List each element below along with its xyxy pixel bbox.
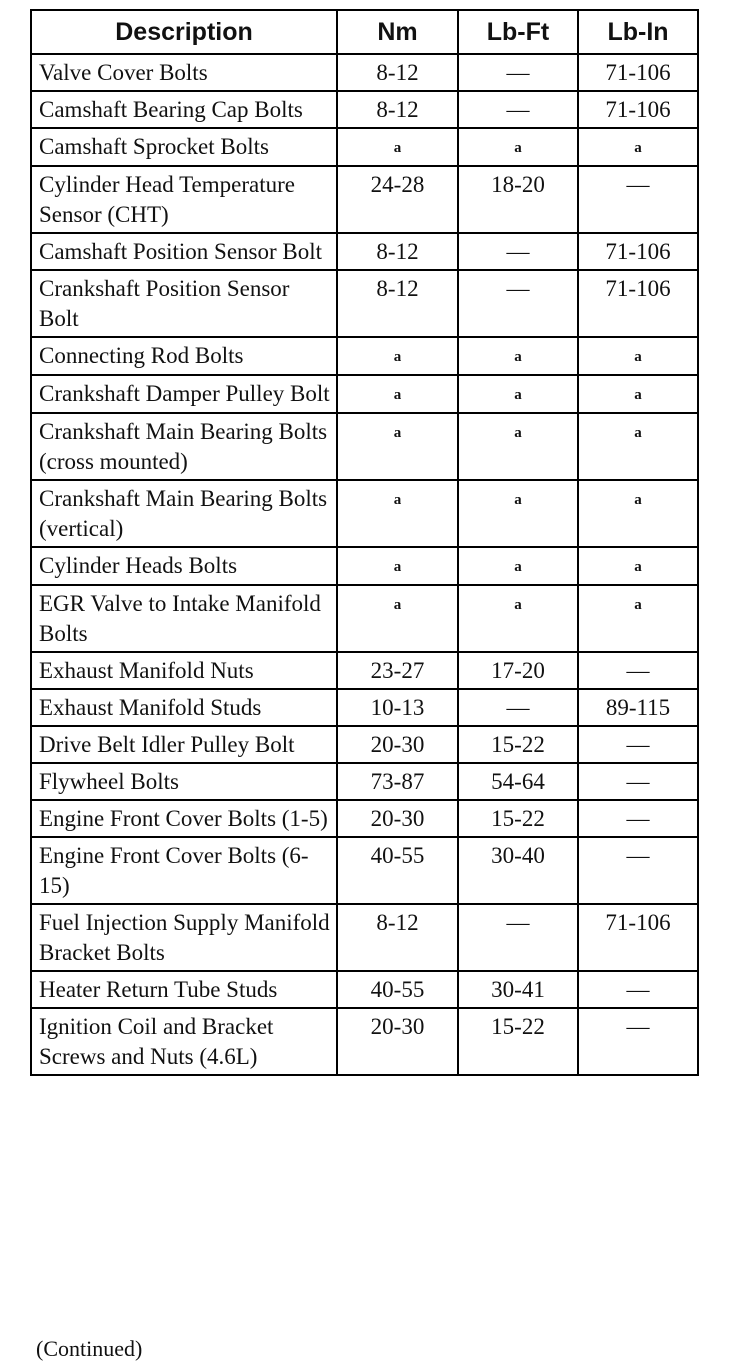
nm-cell-text: 23-27 <box>370 658 425 683</box>
lb-ft-cell-text: — <box>506 239 530 264</box>
lb-in-cell-text: — <box>626 172 650 197</box>
description-cell-text: Drive Belt Idler Pulley Bolt <box>39 732 295 757</box>
nm-cell-text: 20-30 <box>370 732 425 757</box>
description-cell <box>31 971 337 1008</box>
footnote-mark: a <box>393 425 402 441</box>
description-cell <box>31 800 337 837</box>
lb-in-cell-text: 71-106 <box>605 910 671 935</box>
lb-in-cell <box>578 547 698 585</box>
lb-ft-cell <box>458 166 578 233</box>
nm-cell <box>337 128 458 166</box>
nm-cell <box>337 689 458 726</box>
table-row <box>31 480 698 547</box>
table-row <box>31 763 698 800</box>
lb-in-cell <box>578 413 698 480</box>
nm-cell-text: 20-30 <box>370 806 425 831</box>
nm-cell-text: 40-55 <box>370 843 425 868</box>
nm-cell <box>337 1008 458 1075</box>
description-cell-text: Cylinder Head Temperature Sensor (CHT) <box>39 172 295 227</box>
lb-in-cell <box>578 233 698 270</box>
lb-ft-cell <box>458 337 578 375</box>
lb-in-cell <box>578 480 698 547</box>
description-cell-text: Fuel Injection Supply Manifold Bracket Bolts <box>39 910 330 965</box>
footnote-mark: a <box>514 349 522 365</box>
footnote-mark: a <box>634 559 642 575</box>
lb-in-cell <box>578 337 698 375</box>
description-cell <box>31 547 337 585</box>
table-row <box>31 91 698 128</box>
nm-cell <box>337 270 458 337</box>
description-cell <box>31 375 337 413</box>
nm-cell <box>337 800 458 837</box>
lb-in-cell-text: — <box>626 658 650 683</box>
table-row <box>31 689 698 726</box>
lb-ft-cell-text: 15-22 <box>491 1014 545 1039</box>
lb-in-cell <box>578 270 698 337</box>
table-row <box>31 800 698 837</box>
description-cell-text: Engine Front Cover Bolts (1-5) <box>39 806 328 831</box>
description-cell-text: Crankshaft Position Sensor Bolt <box>39 276 290 331</box>
torque-spec-table <box>30 9 699 1076</box>
nm-cell-text: 8-12 <box>376 60 419 85</box>
lb-ft-cell <box>458 270 578 337</box>
lb-in-cell <box>578 971 698 1008</box>
description-cell-text: Flywheel Bolts <box>39 769 179 794</box>
nm-cell-text: 8-12 <box>376 97 419 122</box>
description-cell <box>31 337 337 375</box>
nm-cell-text: 10-13 <box>370 695 425 720</box>
lb-in-cell <box>578 726 698 763</box>
nm-cell <box>337 547 458 585</box>
nm-cell-text: 8-12 <box>376 276 419 301</box>
header-lb-in: Lb-In <box>578 10 698 54</box>
table-row <box>31 54 698 91</box>
lb-ft-cell <box>458 585 578 652</box>
description-cell-text: Camshaft Sprocket Bolts <box>39 134 269 159</box>
description-cell <box>31 689 337 726</box>
lb-in-cell <box>578 375 698 413</box>
description-cell-text: Heater Return Tube Studs <box>39 977 278 1002</box>
nm-cell <box>337 91 458 128</box>
lb-in-cell <box>578 128 698 166</box>
lb-ft-cell <box>458 233 578 270</box>
nm-cell <box>337 971 458 1008</box>
description-cell-text: Ignition Coil and Bracket Screws and Nuts (4.6L) <box>39 1014 274 1069</box>
description-cell-text: Crankshaft Main Bearing Bolts (vertical) <box>39 486 328 541</box>
table-row <box>31 166 698 233</box>
lb-ft-cell <box>458 800 578 837</box>
lb-ft-cell <box>458 128 578 166</box>
table-row <box>31 904 698 971</box>
table-row <box>31 726 698 763</box>
nm-cell <box>337 337 458 375</box>
table-row <box>31 375 698 413</box>
lb-ft-cell-text: 17-20 <box>491 658 545 683</box>
nm-cell <box>337 413 458 480</box>
footnote-mark: a <box>393 559 402 575</box>
description-cell <box>31 128 337 166</box>
footnote-mark: a <box>514 492 522 508</box>
nm-cell-text: 73-87 <box>370 769 425 794</box>
footnote-mark: a <box>634 387 642 403</box>
description-cell <box>31 652 337 689</box>
footnote-mark: a <box>393 349 402 365</box>
nm-cell <box>337 904 458 971</box>
lb-ft-cell <box>458 837 578 904</box>
lb-ft-cell-text: — <box>506 97 530 122</box>
footnote-mark: a <box>634 140 642 156</box>
lb-ft-cell-text: — <box>506 910 530 935</box>
lb-ft-cell <box>458 375 578 413</box>
lb-ft-cell-text: — <box>506 60 530 85</box>
footnote-mark: a <box>393 597 402 613</box>
lb-ft-cell <box>458 971 578 1008</box>
table-row <box>31 413 698 480</box>
description-cell <box>31 1008 337 1075</box>
header-lb-ft: Lb-Ft <box>458 10 578 54</box>
nm-cell <box>337 652 458 689</box>
table-row <box>31 971 698 1008</box>
lb-in-cell <box>578 166 698 233</box>
description-cell <box>31 726 337 763</box>
description-cell <box>31 837 337 904</box>
table-row <box>31 837 698 904</box>
description-cell-text: Cylinder Heads Bolts <box>39 553 238 578</box>
lb-ft-cell <box>458 413 578 480</box>
lb-ft-cell-text: 30-41 <box>491 977 545 1002</box>
lb-in-cell <box>578 54 698 91</box>
footnote-mark: a <box>393 387 402 403</box>
lb-ft-cell-text: 15-22 <box>491 806 545 831</box>
table-row <box>31 270 698 337</box>
footnote-mark: a <box>514 597 522 613</box>
nm-cell-text: 8-12 <box>376 239 419 264</box>
lb-ft-cell <box>458 547 578 585</box>
footnote-mark: a <box>514 425 522 441</box>
lb-ft-cell <box>458 726 578 763</box>
table-row <box>31 585 698 652</box>
lb-in-cell <box>578 585 698 652</box>
description-cell <box>31 233 337 270</box>
lb-ft-cell <box>458 480 578 547</box>
description-cell <box>31 413 337 480</box>
lb-ft-cell-text: — <box>506 695 530 720</box>
description-cell-text: Engine Front Cover Bolts (6-15) <box>39 843 309 898</box>
lb-in-cell <box>578 652 698 689</box>
footnote-mark: a <box>393 492 402 508</box>
description-cell-text: Camshaft Bearing Cap Bolts <box>39 97 303 122</box>
footnote-mark: a <box>634 597 642 613</box>
table-row <box>31 547 698 585</box>
table-header-row <box>31 10 698 54</box>
nm-cell <box>337 233 458 270</box>
description-cell-text: Exhaust Manifold Studs <box>39 695 262 720</box>
description-cell-text: Crankshaft Main Bearing Bolts (cross mounted) <box>39 419 328 474</box>
lb-in-cell-text: — <box>626 806 650 831</box>
footnote-mark: a <box>393 140 402 156</box>
footnote-mark: a <box>514 559 522 575</box>
lb-in-cell <box>578 837 698 904</box>
lb-in-cell-text: — <box>626 1014 650 1039</box>
lb-in-cell-text: — <box>626 977 650 1002</box>
description-cell-text: EGR Valve to Intake Manifold Bolts <box>39 591 321 646</box>
footnote-mark: a <box>634 349 642 365</box>
lb-ft-cell <box>458 763 578 800</box>
description-cell-text: Connecting Rod Bolts <box>39 343 244 368</box>
lb-ft-cell <box>458 54 578 91</box>
lb-in-cell <box>578 904 698 971</box>
lb-in-cell-text: 71-106 <box>605 60 671 85</box>
lb-ft-cell-text: 15-22 <box>491 732 545 757</box>
lb-in-cell <box>578 763 698 800</box>
lb-ft-cell <box>458 1008 578 1075</box>
description-cell <box>31 585 337 652</box>
footnote-mark: a <box>514 387 522 403</box>
nm-cell <box>337 480 458 547</box>
nm-cell <box>337 375 458 413</box>
table-row <box>31 233 698 270</box>
description-cell-text: Exhaust Manifold Nuts <box>39 658 254 683</box>
description-cell-text: Camshaft Position Sensor Bolt <box>39 239 323 264</box>
lb-in-cell-text: 89-115 <box>605 695 671 720</box>
description-cell-text: Crankshaft Damper Pulley Bolt <box>39 381 330 406</box>
description-cell <box>31 904 337 971</box>
continued-note: (Continued) <box>36 1336 143 1361</box>
lb-in-cell-text: 71-106 <box>605 276 671 301</box>
table-row <box>31 337 698 375</box>
header-description: Description <box>31 10 337 54</box>
lb-in-cell-text: 71-106 <box>605 97 671 122</box>
footnote-mark: a <box>514 140 522 156</box>
lb-in-cell-text: — <box>626 769 650 794</box>
lb-ft-cell <box>458 689 578 726</box>
nm-cell-text: 8-12 <box>376 910 419 935</box>
lb-ft-cell <box>458 91 578 128</box>
header-nm: Nm <box>337 10 458 54</box>
lb-ft-cell <box>458 904 578 971</box>
nm-cell <box>337 763 458 800</box>
lb-ft-cell-text: 30-40 <box>491 843 545 868</box>
lb-in-cell <box>578 1008 698 1075</box>
lb-ft-cell-text: 18-20 <box>491 172 545 197</box>
lb-in-cell-text: — <box>626 732 650 757</box>
table-body <box>31 54 698 1075</box>
nm-cell <box>337 166 458 233</box>
description-cell <box>31 480 337 547</box>
table-row <box>31 128 698 166</box>
lb-in-cell <box>578 689 698 726</box>
description-cell <box>31 91 337 128</box>
description-cell-text: Valve Cover Bolts <box>39 60 208 85</box>
lb-in-cell-text: 71-106 <box>605 239 671 264</box>
nm-cell <box>337 585 458 652</box>
nm-cell <box>337 54 458 91</box>
description-cell <box>31 270 337 337</box>
lb-ft-cell-text: — <box>506 276 530 301</box>
description-cell <box>31 763 337 800</box>
description-cell <box>31 166 337 233</box>
lb-ft-cell-text: 54-64 <box>491 769 545 794</box>
lb-in-cell-text: — <box>626 843 650 868</box>
nm-cell <box>337 726 458 763</box>
nm-cell <box>337 837 458 904</box>
table-row <box>31 1008 698 1075</box>
footnote-mark: a <box>634 492 642 508</box>
nm-cell-text: 40-55 <box>370 977 425 1002</box>
table-row <box>31 652 698 689</box>
nm-cell-text: 24-28 <box>370 172 425 197</box>
lb-in-cell <box>578 91 698 128</box>
lb-ft-cell <box>458 652 578 689</box>
lb-in-cell <box>578 800 698 837</box>
footnote-mark: a <box>634 425 642 441</box>
description-cell <box>31 54 337 91</box>
nm-cell-text: 20-30 <box>370 1014 425 1039</box>
